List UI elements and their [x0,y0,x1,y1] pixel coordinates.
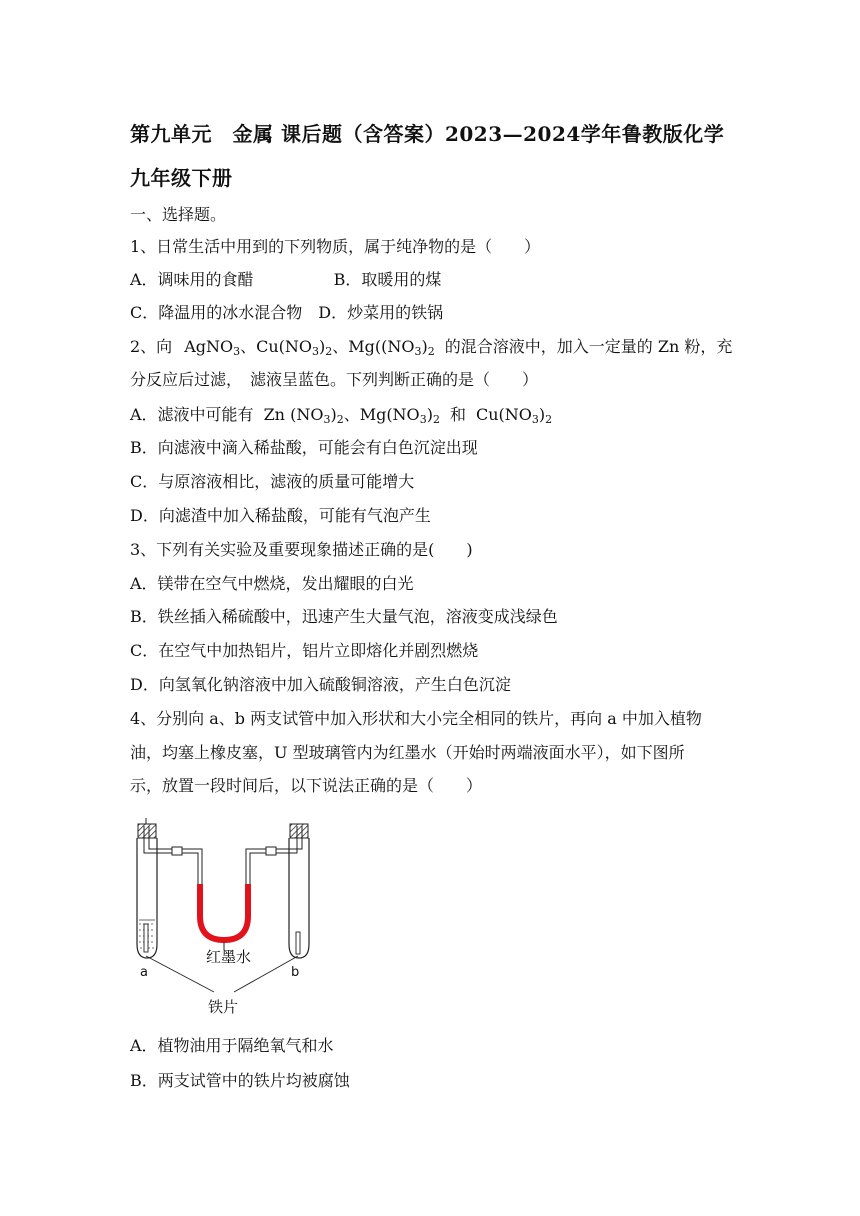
q2-stem-line-1 [130,336,732,358]
label-red-ink: 红墨水 [206,948,252,966]
q3-option-b: B．铁丝插入稀硫酸中，迅速产生大量气泡，溶液变成浅绿色 [130,607,558,626]
rubber-connector-right [266,847,276,855]
u-tube-diagram [130,816,320,1022]
label-b: b [291,965,300,980]
q1-option-b: B．取暖用的煤 [333,270,442,289]
subscript: 3 [312,345,320,358]
label-a: a [140,965,148,980]
q2-option-c: C．与原溶液相比，滤液的质量可能增大 [130,472,415,491]
formula-agno3: AgNO [184,337,234,356]
conjunction: 和 [449,405,466,424]
iron-piece-b [296,932,300,954]
subscript: 2 [427,345,435,358]
q2-option-d: D．向滤渣中加入稀盐酸，可能有气泡产生 [130,506,431,525]
q1-options-row-1 [130,269,441,291]
formula-paren: ) [426,405,433,424]
subscript: 2 [325,345,333,358]
q4-stem-line-3: 示，放置一段时间后，以下说法正确的是（ ） [130,776,483,795]
rubber-connector-left [172,847,182,855]
subscript: 3 [531,413,539,426]
q1-stem: 1、日常生活中用到的下列物质，属于纯净物的是（ ） [130,237,541,256]
subscript: 3 [233,345,241,358]
subscript: 2 [432,413,440,426]
subscript: 3 [414,345,422,358]
q1-option-d: D．炒菜用的铁锅 [318,303,444,322]
formula-znno3: Zn (NO [263,405,324,424]
q3-stem: 3、下列有关实验及重要现象描述正确的是( ) [130,540,473,559]
q1-option-c: C．降温用的冰水混合物 [130,303,303,322]
label-iron: 铁片 [208,998,239,1016]
formula-paren: ) [330,405,337,424]
subscript: 2 [545,413,553,426]
formula-mgno3: 、Mg((NO [332,337,415,356]
q4-option-b: B．两支试管中的铁片均被腐蚀 [130,1071,350,1090]
formula-mgno3: 、Mg(NO [343,405,420,424]
subscript: 2 [336,413,344,426]
rubber-stopper-a [138,824,156,838]
formula-paren: ) [538,405,546,424]
q3-option-a: A．镁带在空气中燃烧，发出耀眼的白光 [130,574,414,593]
q4-option-a: A．植物油用于隔绝氧气和水 [130,1036,334,1055]
q2-option-a [130,404,552,426]
formula-cuno3: Cu(NO [475,405,532,424]
experiment-figure [130,816,320,1022]
q1-option-a: A．调味用的食醋 [130,270,254,289]
q2-stem-text: 的混合溶液中，加入一定量的 Zn 粉，充 [444,337,733,356]
red-ink [200,884,248,940]
q4-stem-line-2: 油，均塞上橡皮塞，U 型玻璃管内为红墨水（开始时两端液面水平），如下图所 [130,743,685,762]
subscript: 3 [419,413,427,426]
page-title: 第九单元 金属 课后题（含答案）2023—2024学年鲁教版化学九年级下册 [130,122,725,190]
rubber-stopper-b [290,824,308,838]
pointer-line-a [146,956,214,992]
q3-option-c: C．在空气中加热铝片，铝片立即熔化并剧烈燃烧 [130,641,479,660]
q2-option-a-text: A．滤液中可能有 [130,405,254,424]
subscript: 3 [323,413,331,426]
section-heading: 一、选择题。 [130,205,227,224]
q2-stem-text: 2、向 [130,337,173,356]
q2-option-b: B．向滤液中滴入稀盐酸，可能会有白色沉淀出现 [130,438,478,457]
u-tube [202,886,246,938]
q1-options-row-2 [130,302,443,324]
q4-stem-line-1: 4、分别向 a、b 两支试管中加入形状和大小完全相同的铁片，再向 a 中加入植物 [130,709,702,728]
q3-option-d: D．向氢氧化钠溶液中加入硫酸铜溶液，产生白色沉淀 [130,675,511,694]
q2-stem-line-2: 分反应后过滤， 滤液呈蓝色。下列判断正确的是（ ） [130,370,539,389]
formula-paren: ) [319,337,326,356]
formula-paren: ) [421,337,428,356]
formula-cuno3: 、Cu(NO [240,337,313,356]
iron-piece-a [144,924,148,952]
